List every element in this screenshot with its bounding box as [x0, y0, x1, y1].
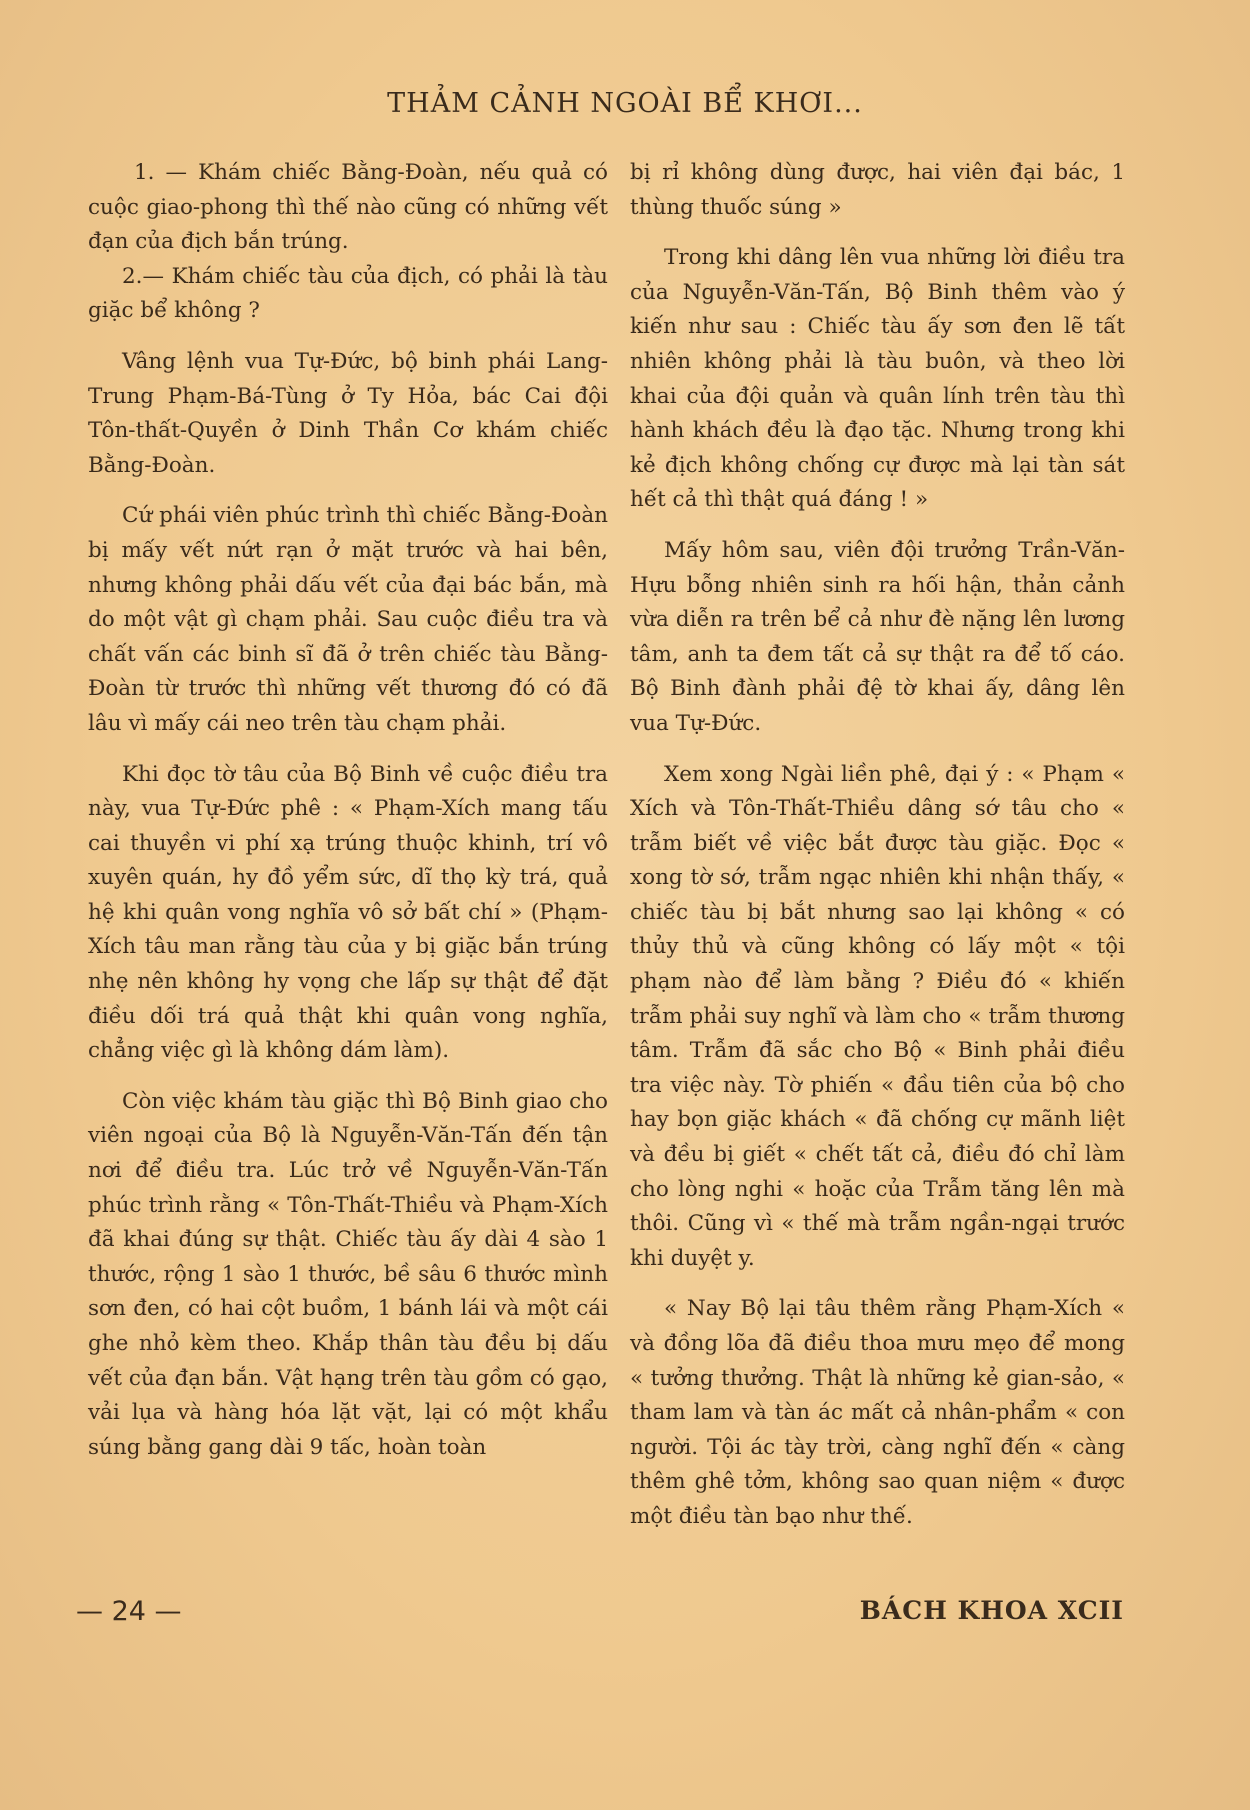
- paragraph: Vâng lệnh vua Tự-Đức, bộ binh phái Lang-Trung Phạm-Bá-Tùng ở Ty Hỏa, bác Cai đội Tôn-thất-Quyền ở Dinh Thần Cơ khám chiếc Bằng-Đoàn.: [88, 348, 608, 478]
- paragraph: 1. — Khám chiếc Bằng-Đoàn, nếu quả có cuộc giao-phong thì thế nào cũng có những vết đạn của địch bắn trúng.: [88, 160, 608, 255]
- paragraph: Khi đọc tờ tâu của Bộ Binh về cuộc điều tra này, vua Tự-Đức phê : « Phạm-Xích mang tấu cai thuyền vi phí xạ trúng thuộc khinh, trí vô xuyên quán, hy đồ yểm sức, dĩ thọ kỳ trá, quả hệ khi quân vong nghĩa vô sở bất chí » (Phạm-Xích tâu man rằng tàu của y bị giặc bắn trúng nhẹ nên không hy vọng che lấp sự thật để đặt điều dối trá quả thật khi quân vong nghĩa, chẳng việc gì là không dám làm).: [88, 761, 608, 1064]
- page-number: — 24 —: [76, 1596, 182, 1627]
- paragraph: Trong khi dâng lên vua những lời điều tra của Nguyễn-Văn-Tấn, Bộ Binh thêm vào ý kiến như sau : Chiếc tàu ấy sơn đen lẽ tất nhiên không phải là tàu buôn, và theo lời khai của đội quản và quân lính trên tàu thì hành khách đều là đạo tặc. Nhưng trong khi kẻ địch không chống cự được mà lại tàn sát hết cả thì thật quá đáng ! »: [630, 245, 1125, 513]
- left-column: [88, 156, 608, 1481]
- publication-name: BÁCH KHOA XCII: [859, 1596, 1124, 1625]
- paragraph: « Nay Bộ lại tâu thêm rằng Phạm-Xích « và đồng lõa đã điều thoa mưu mẹo để mong « tưởng thưởng. Thật là những kẻ gian-sảo, « tham lam và tàn ác mất cả nhân-phẩm « con người. Tội ác tày trời, càng nghĩ đến « càng thêm ghê tởm, không sao quan niệm « được một điều tàn bạo như thế.: [630, 1296, 1125, 1529]
- paragraph: Còn việc khám tàu giặc thì Bộ Binh giao cho viên ngoại của Bộ là Nguyễn-Văn-Tấn đến tận nơi để điều tra. Lúc trở về Nguyễn-Văn-Tấn phúc trình rằng « Tôn-Thất-Thiều và Phạm-Xích đã khai đúng sự thật. Chiếc tàu ấy dài 4 sào 1 thước, rộng 1 sào 1 thước, bề sâu 6 thước mình sơn đen, có hai cột buồm, 1 bánh lái và một cái ghe nhỏ kèm theo. Khắp thân tàu đều bị dấu vết của đạn bắn. Vật hạng trên tàu gồm có gạo, vải lụa và hàng hóa lặt vặt, lại có một khẩu súng bằng gang dài 9 tấc, hoàn toàn: [88, 1088, 608, 1460]
- paragraph: Mấy hôm sau, viên đội trưởng Trần-Văn-Hựu bỗng nhiên sinh ra hối hận, thản cảnh vừa diễn ra trên bể cả như đè nặng lên lương tâm, anh ta đem tất cả sự thật ra để tố cáo. Bộ Binh đành phải đệ tờ khai ấy, dâng lên vua Tự-Đức.: [630, 537, 1125, 736]
- paragraph: 2.— Khám chiếc tàu của địch, có phải là tàu giặc bể không ?: [88, 263, 608, 324]
- right-column: [630, 156, 1125, 1551]
- paragraph: Xem xong Ngài liền phê, đại ý : « Phạm « Xích và Tôn-Thất-Thiều dâng sớ tâu cho « trẫm biết về việc bắt được tàu giặc. Đọc « xong tờ sớ, trẫm ngạc nhiên khi nhận thấy, « chiếc tàu bị bắt nhưng sao lại không « có thủy thủ và cũng không có lấy một « tội phạm nào để làm bằng ? Điều đó « khiến trẫm phải suy nghĩ và làm cho « trẫm thương tâm. Trẫm đã sắc cho Bộ « Binh phải điều tra việc này. Tờ phiến « đầu tiên của bộ cho hay bọn giặc khách « đã chống cự mãnh liệt và đều bị giết « chết tất cả, điều đó chỉ làm cho lòng nghi « hoặc của Trẫm tăng lên mà thôi. Cũng vì « thế mà trẫm ngần-ngại trước khi duyệt y.: [630, 761, 1125, 1271]
- running-title: THẢM CẢNH NGOÀI BỂ KHƠI...: [387, 88, 863, 119]
- paragraph: Cứ phái viên phúc trình thì chiếc Bằng-Đoàn bị mấy vết nứt rạn ở mặt trước và hai bên, nhưng không phải dấu vết của đại bác bắn, mà do một vật gì chạm phải. Sau cuộc điều tra và chất vấn các binh sĩ đã ở trên chiếc tàu Bằng-Đoàn từ trước thì những vết thương đó có đã lâu vì mấy cái neo trên tàu chạm phải.: [88, 503, 608, 736]
- paragraph: bị rỉ không dùng được, hai viên đại bác, 1 thùng thuốc súng »: [630, 160, 1125, 220]
